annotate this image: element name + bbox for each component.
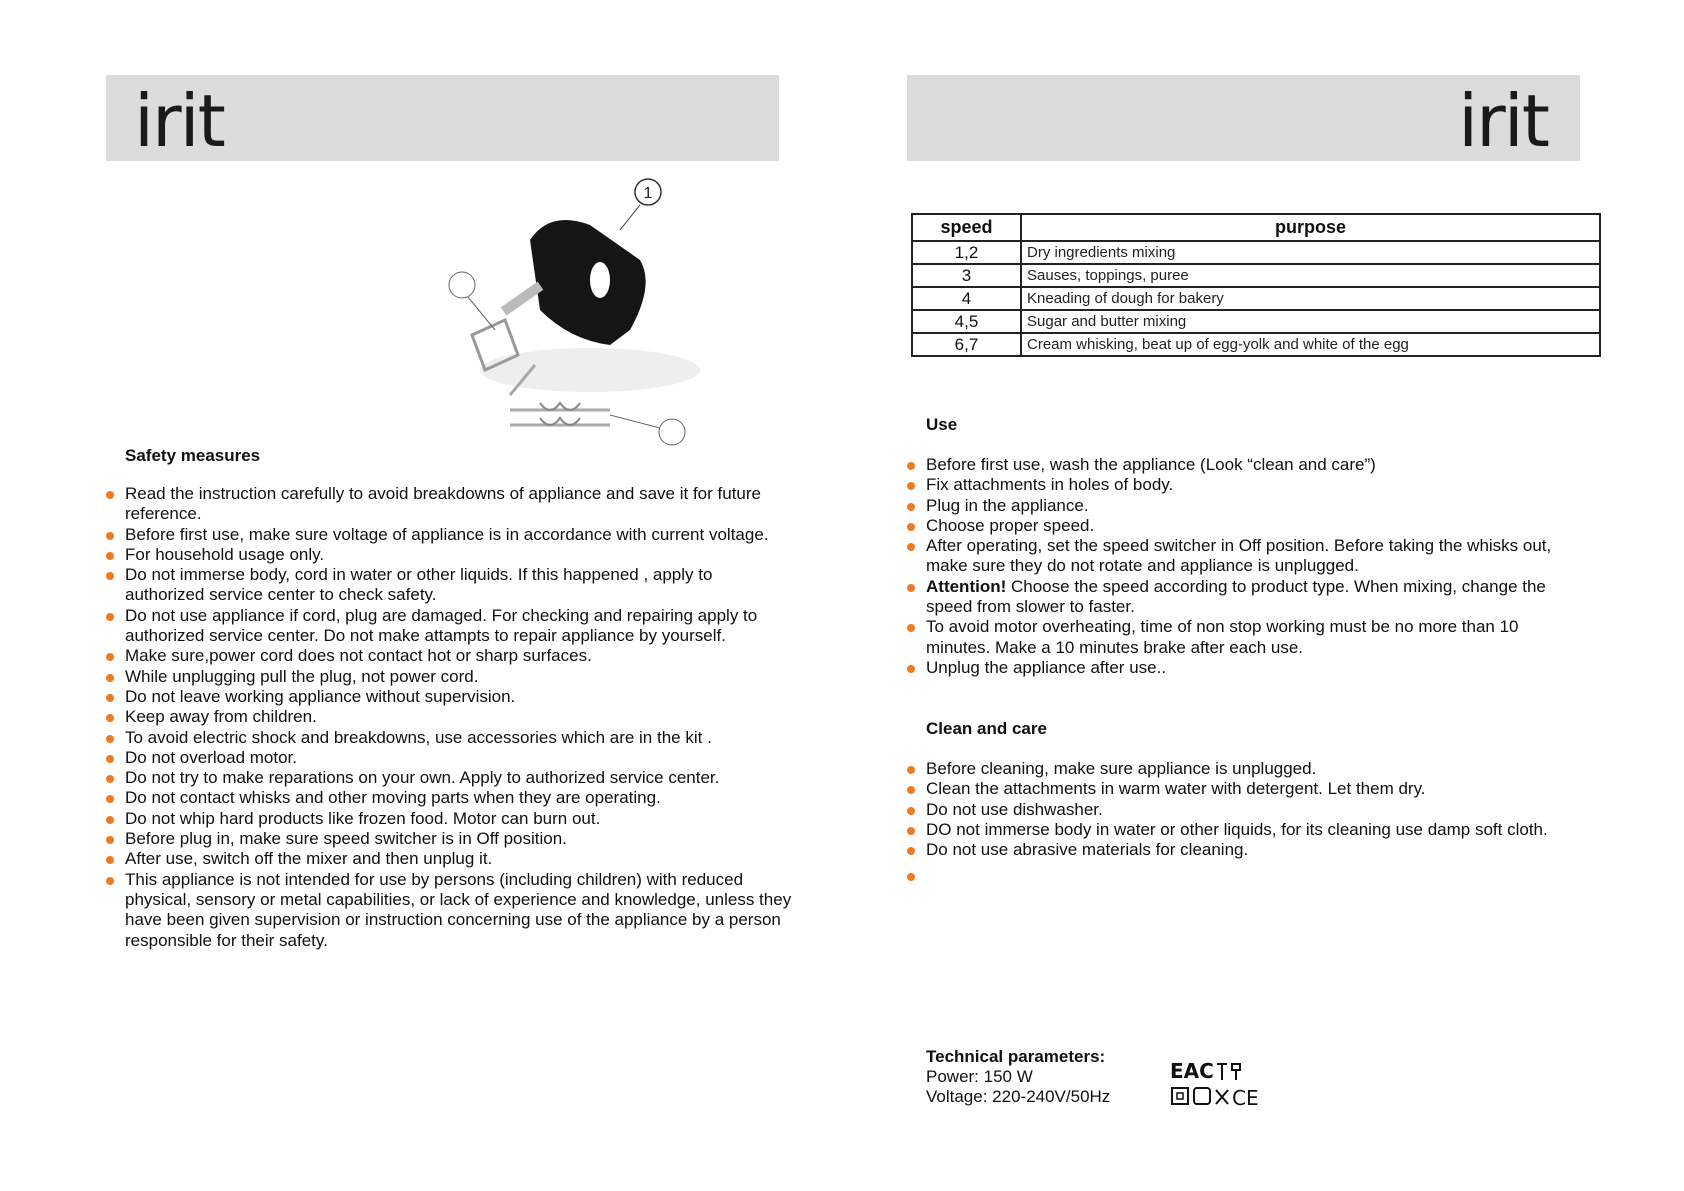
use-title: Use: [926, 415, 958, 434]
purpose-cell: Kneading of dough for bakery: [1021, 287, 1600, 310]
callout-number: 1: [643, 185, 653, 202]
list-item: Plug in the appliance.: [907, 496, 1567, 516]
speed-cell: 1,2: [912, 241, 1021, 264]
column-header-speed: speed: [912, 214, 1021, 241]
table-header-row: [912, 214, 1600, 241]
speed-cell: 3: [912, 264, 1021, 287]
care-list: [907, 759, 1567, 886]
purpose-cell: Cream whisking, beat up of egg-yolk and white of the egg: [1021, 333, 1600, 356]
purpose-cell: Sugar and butter mixing: [1021, 310, 1600, 333]
list-item: Fix attachments in holes of body.: [907, 475, 1567, 495]
hand-mixer-illustration: [440, 170, 720, 450]
speed-purpose-table: [911, 213, 1601, 357]
speed-cell: 4: [912, 287, 1021, 310]
ce-mark: CE: [1232, 1086, 1259, 1108]
eac-mark: EAC: [1170, 1059, 1214, 1083]
clean-care-title: Clean and care: [926, 719, 1047, 738]
list-item: DO not immerse body in water or other liquids, for its cleaning use damp soft cloth.: [907, 820, 1567, 840]
brand-logo: [134, 79, 224, 163]
table-row: [912, 333, 1600, 356]
list-item: Unplug the appliance after use..: [907, 658, 1567, 678]
list-item: Choose proper speed.: [907, 516, 1567, 536]
column-header-purpose: purpose: [1021, 214, 1600, 241]
left-header-bar: [106, 75, 779, 161]
bin-crossed-icon: [1216, 1090, 1228, 1104]
speed-cell: 6,7: [912, 333, 1021, 356]
list-item: [907, 866, 1567, 886]
logo-text: irit: [1458, 79, 1548, 163]
technical-parameters: [926, 1047, 1110, 1107]
safety-measures-title: Safety measures: [125, 446, 261, 465]
list-item: To avoid electric shock and breakdowns, use accessories which are in the kit .: [106, 728, 796, 748]
list-item: Do not overload motor.: [106, 748, 796, 768]
callout-circle-2: [449, 272, 475, 298]
speed-cell: 4,5: [912, 310, 1021, 333]
table-row: [912, 264, 1600, 287]
certification-marks: [1170, 1058, 1270, 1108]
purpose-cell: Sauses, toppings, puree: [1021, 264, 1600, 287]
table-row: [912, 310, 1600, 333]
list-item: After use, switch off the mixer and then unplug it.: [106, 849, 796, 869]
whisk-attachments: [510, 403, 610, 425]
tech-voltage: Voltage: 220-240V/50Hz: [926, 1087, 1111, 1106]
glass-icon: [1232, 1064, 1240, 1080]
list-item: Do not use dishwasher.: [907, 800, 1567, 820]
purpose-cell: Dry ingredients mixing: [1021, 241, 1600, 264]
brand-logo: [1458, 79, 1548, 163]
list-item: Do not contact whisks and other moving parts when they are operating.: [106, 788, 796, 808]
list-item: To avoid motor overheating, time of non stop working must be no more than 10 minutes. Make a 10 minutes brake after each use.: [907, 617, 1567, 658]
attention-label: Attention!: [926, 576, 1007, 596]
use-list: [907, 455, 1567, 678]
list-item: Do not immerse body, cord in water or other liquids. If this happened , apply to authorized service center to check safety.: [106, 565, 796, 606]
safety-list: [106, 484, 796, 951]
table-row: [912, 287, 1600, 310]
list-item: Keep away from children.: [106, 707, 796, 727]
list-item: Read the instruction carefully to avoid breakdowns of appliance and save it for future reference.: [106, 484, 796, 525]
double-insulation-icon: [1172, 1088, 1188, 1104]
list-item: Before first use, make sure voltage of appliance is in accordance with current voltage.: [106, 525, 796, 545]
recycle-icon: [1194, 1088, 1210, 1104]
temperature-icon: [1217, 1064, 1227, 1080]
list-item: Clean the attachments in warm water with detergent. Let them dry.: [907, 779, 1567, 799]
list-item: While unplugging pull the plug, not power cord.: [106, 667, 796, 687]
attention-text: Choose the speed according to product type. When mixing, change the speed from slower to faster.: [926, 576, 1546, 617]
list-item: Before cleaning, make sure appliance is unplugged.: [907, 759, 1567, 779]
list-item: Make sure,power cord does not contact hot or sharp surfaces.: [106, 646, 796, 666]
callout-circle-3: [659, 419, 685, 445]
list-item: This appliance is not intended for use by persons (including children) with reduced physical, sensory or metal capabilities, or lack of experience and knowledge, unless they have been given supervision or instruction concerning use of the appliance by a person responsible for their safety.: [106, 870, 796, 951]
list-item: Before first use, wash the appliance (Look “clean and care”): [907, 455, 1567, 475]
list-item: Do not leave working appliance without supervision.: [106, 687, 796, 707]
right-header-bar: [907, 75, 1580, 161]
tech-title: Technical parameters:: [926, 1047, 1106, 1066]
list-item: [907, 577, 1567, 618]
list-item: Do not try to make reparations on your own. Apply to authorized service center.: [106, 768, 796, 788]
list-item: Do not use abrasive materials for cleaning.: [907, 840, 1567, 860]
tech-power: Power: 150 W: [926, 1067, 1033, 1086]
list-item: For household usage only.: [106, 545, 796, 565]
list-item: Do not whip hard products like frozen food. Motor can burn out.: [106, 809, 796, 829]
list-item: Before plug in, make sure speed switcher is in Off position.: [106, 829, 796, 849]
list-item: After operating, set the speed switcher in Off position. Before taking the whisks out, make sure they do not rotate and appliance is unplugged.: [907, 536, 1567, 577]
logo-text: irit: [134, 79, 224, 163]
table-row: [912, 241, 1600, 264]
list-item: Do not use appliance if cord, plug are damaged. For checking and repairing apply to authorized service center. Do not make attampts to repair appliance by yourself.: [106, 606, 796, 647]
